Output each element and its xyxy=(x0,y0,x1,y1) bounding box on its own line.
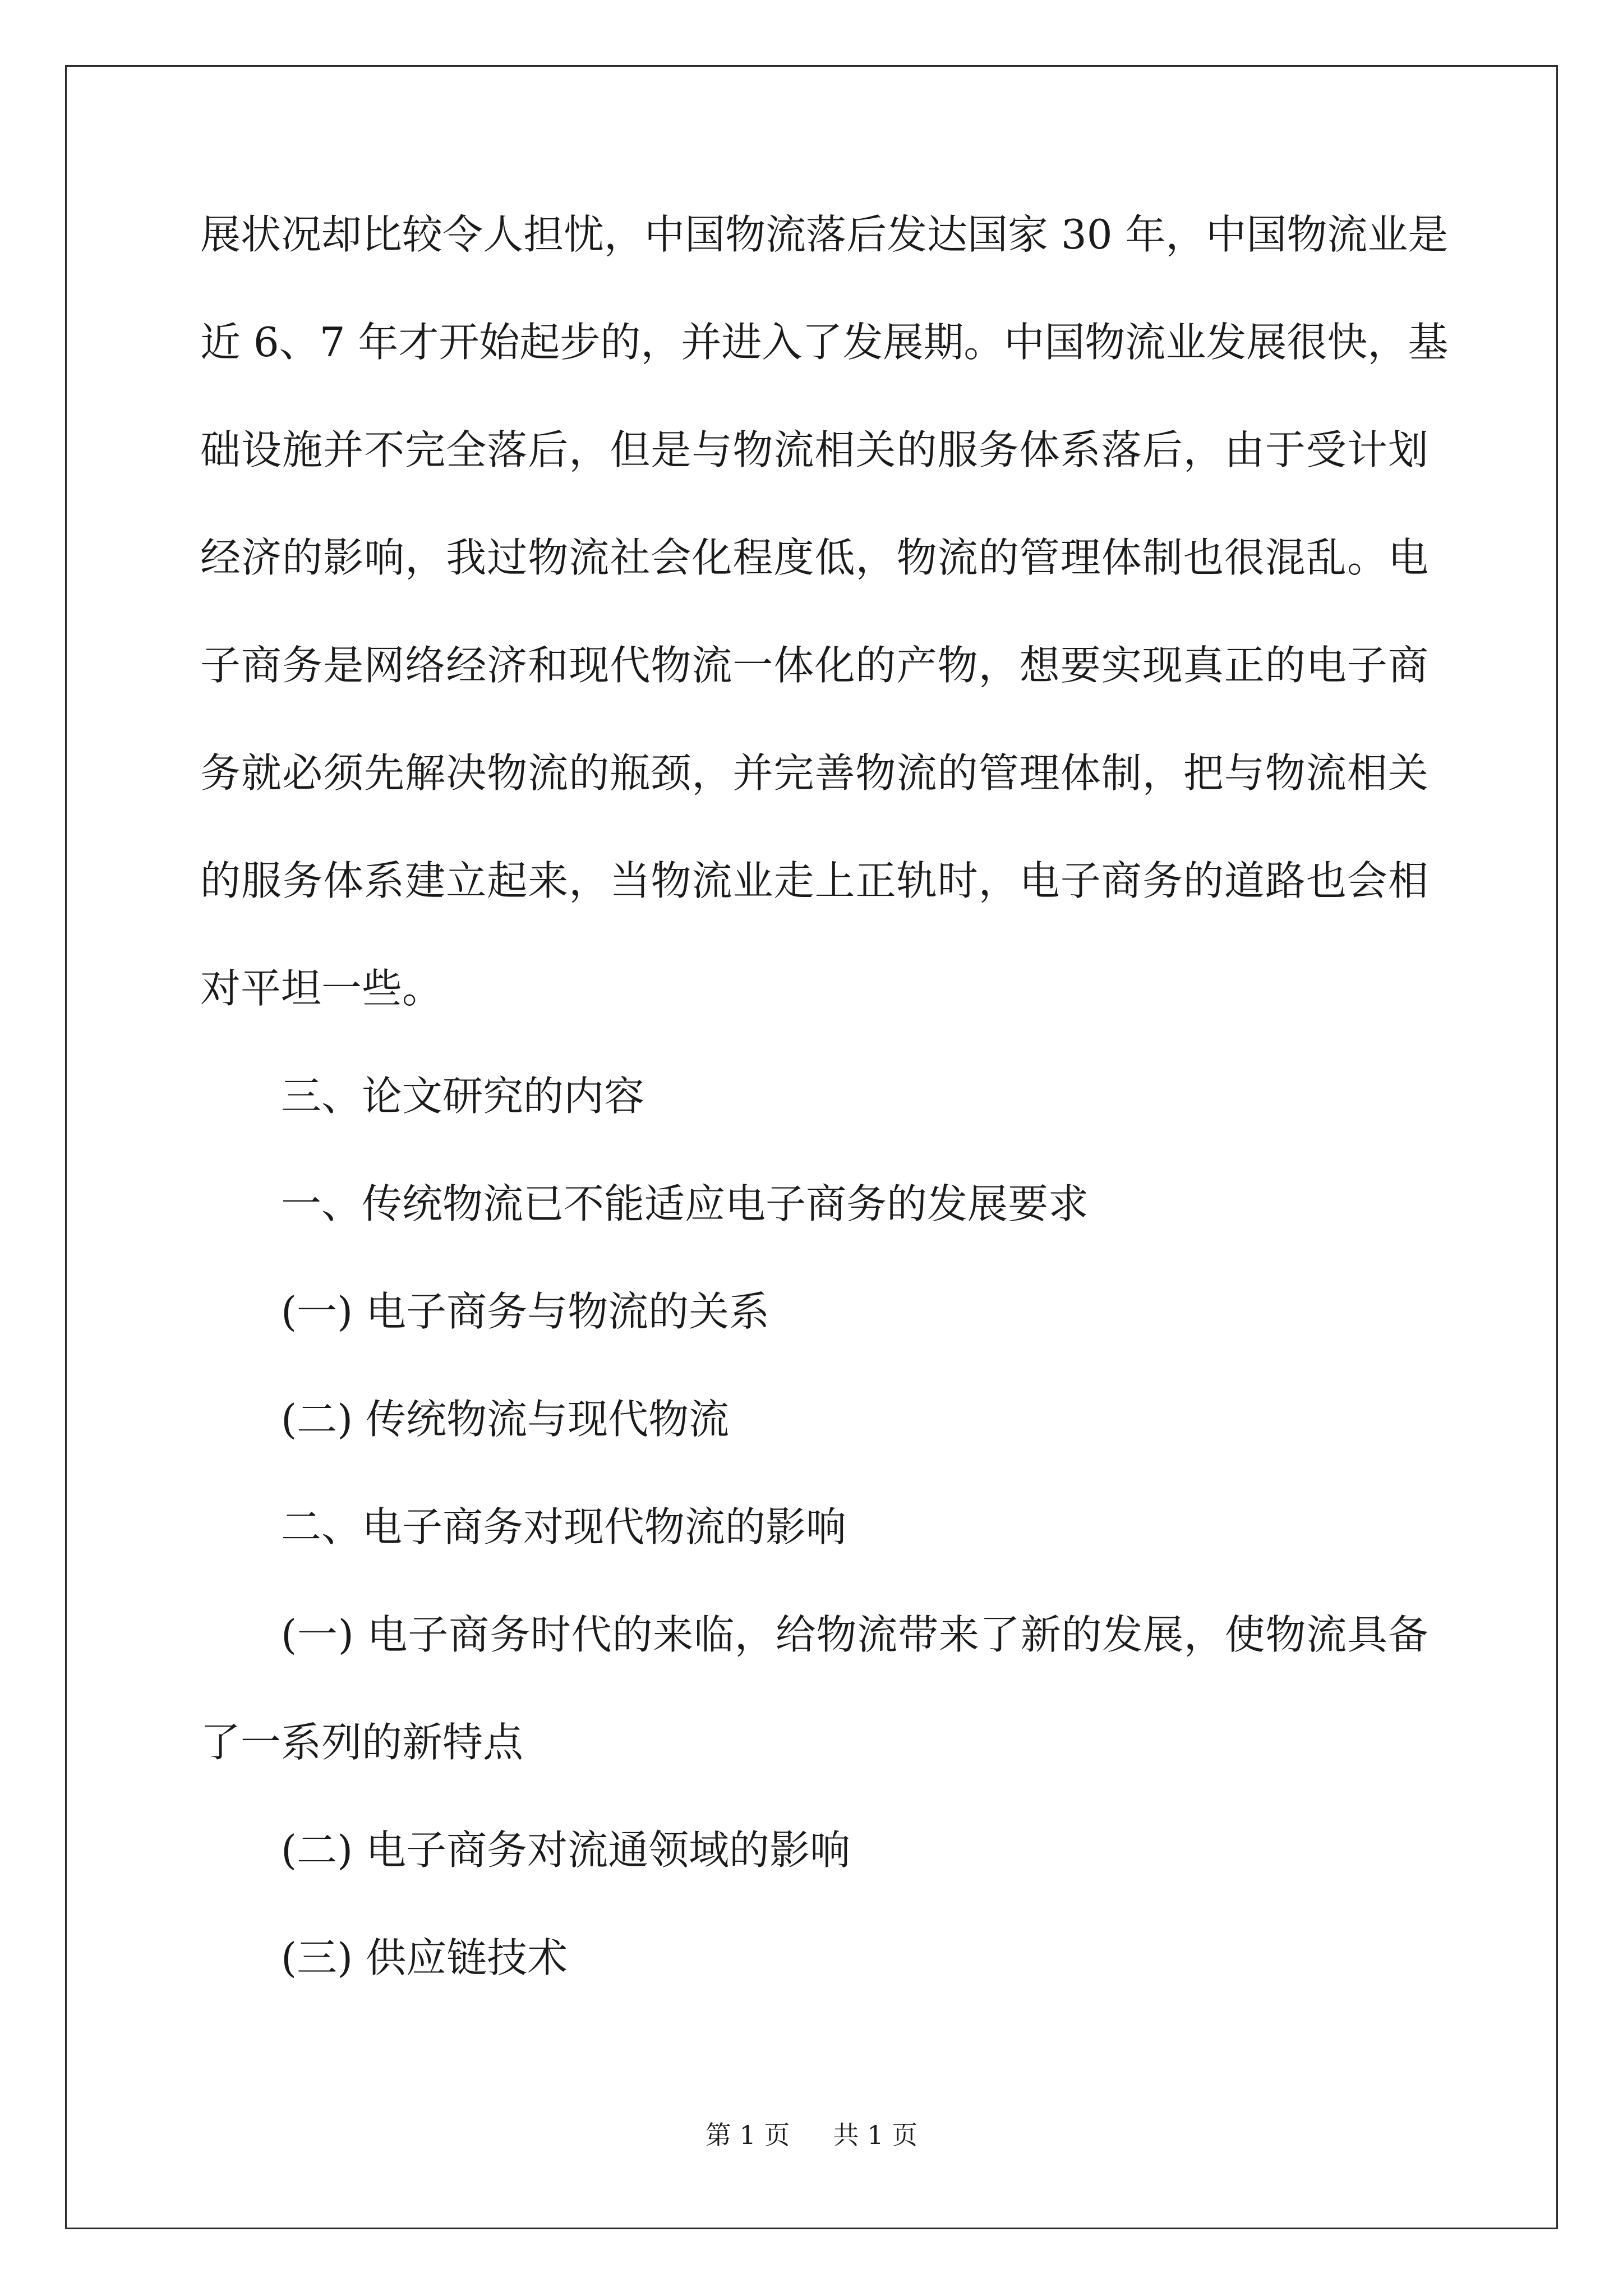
section-heading: 三、论文研究的内容 xyxy=(281,1073,645,1120)
page-number-current: 第 1 页 xyxy=(705,2120,790,2150)
outline-item: (一) 电子商务时代的来临，给物流带来了新的发展，使物流具备 xyxy=(281,1611,1428,1658)
paragraph-line: 对平坦一些。 xyxy=(200,965,443,1012)
paragraph-line: 的服务体系建立起来，当物流业走上正轨时，电子商务的道路也会相 xyxy=(200,857,1428,904)
page-number-total: 共 1 页 xyxy=(833,2120,918,2150)
paragraph-line: 子商务是网络经济和现代物流一体化的产物，想要实现真正的电子商 xyxy=(200,642,1428,689)
outline-item-continuation: 了一系列的新特点 xyxy=(200,1719,524,1766)
outline-item: (二) 电子商务对流通领域的影响 xyxy=(281,1826,851,1874)
paragraph-line: 务就必须先解决物流的瓶颈，并完善物流的管理体制，把与物流相关 xyxy=(200,749,1428,797)
document-body xyxy=(200,211,1449,2045)
paragraph-line: 础设施并不完全落后，但是与物流相关的服务体系落后，由于受计划 xyxy=(200,426,1428,473)
outline-item: (一) 电子商务与物流的关系 xyxy=(281,1288,770,1335)
paragraph-line: 展状况却比较令人担忧，中国物流落后发达国家 30 年，中国物流业是 xyxy=(200,211,1449,258)
outline-item: (二) 传统物流与现代物流 xyxy=(281,1396,730,1443)
outline-heading-part1: 一、传统物流已不能适应电子商务的发展要求 xyxy=(281,1180,1089,1227)
page-footer xyxy=(0,2115,1623,2152)
outline-heading-part2: 二、电子商务对现代物流的影响 xyxy=(281,1503,847,1550)
outline-item: (三) 供应链技术 xyxy=(281,1934,568,1981)
paragraph xyxy=(200,211,1449,1012)
paragraph-line: 近 6、7 年才开始起步的，并进入了发展期。中国物流业发展很快，基 xyxy=(200,319,1449,366)
paragraph-line: 经济的影响，我过物流社会化程度低，物流的管理体制也很混乱。电 xyxy=(200,534,1428,581)
outline xyxy=(200,1073,1428,1981)
